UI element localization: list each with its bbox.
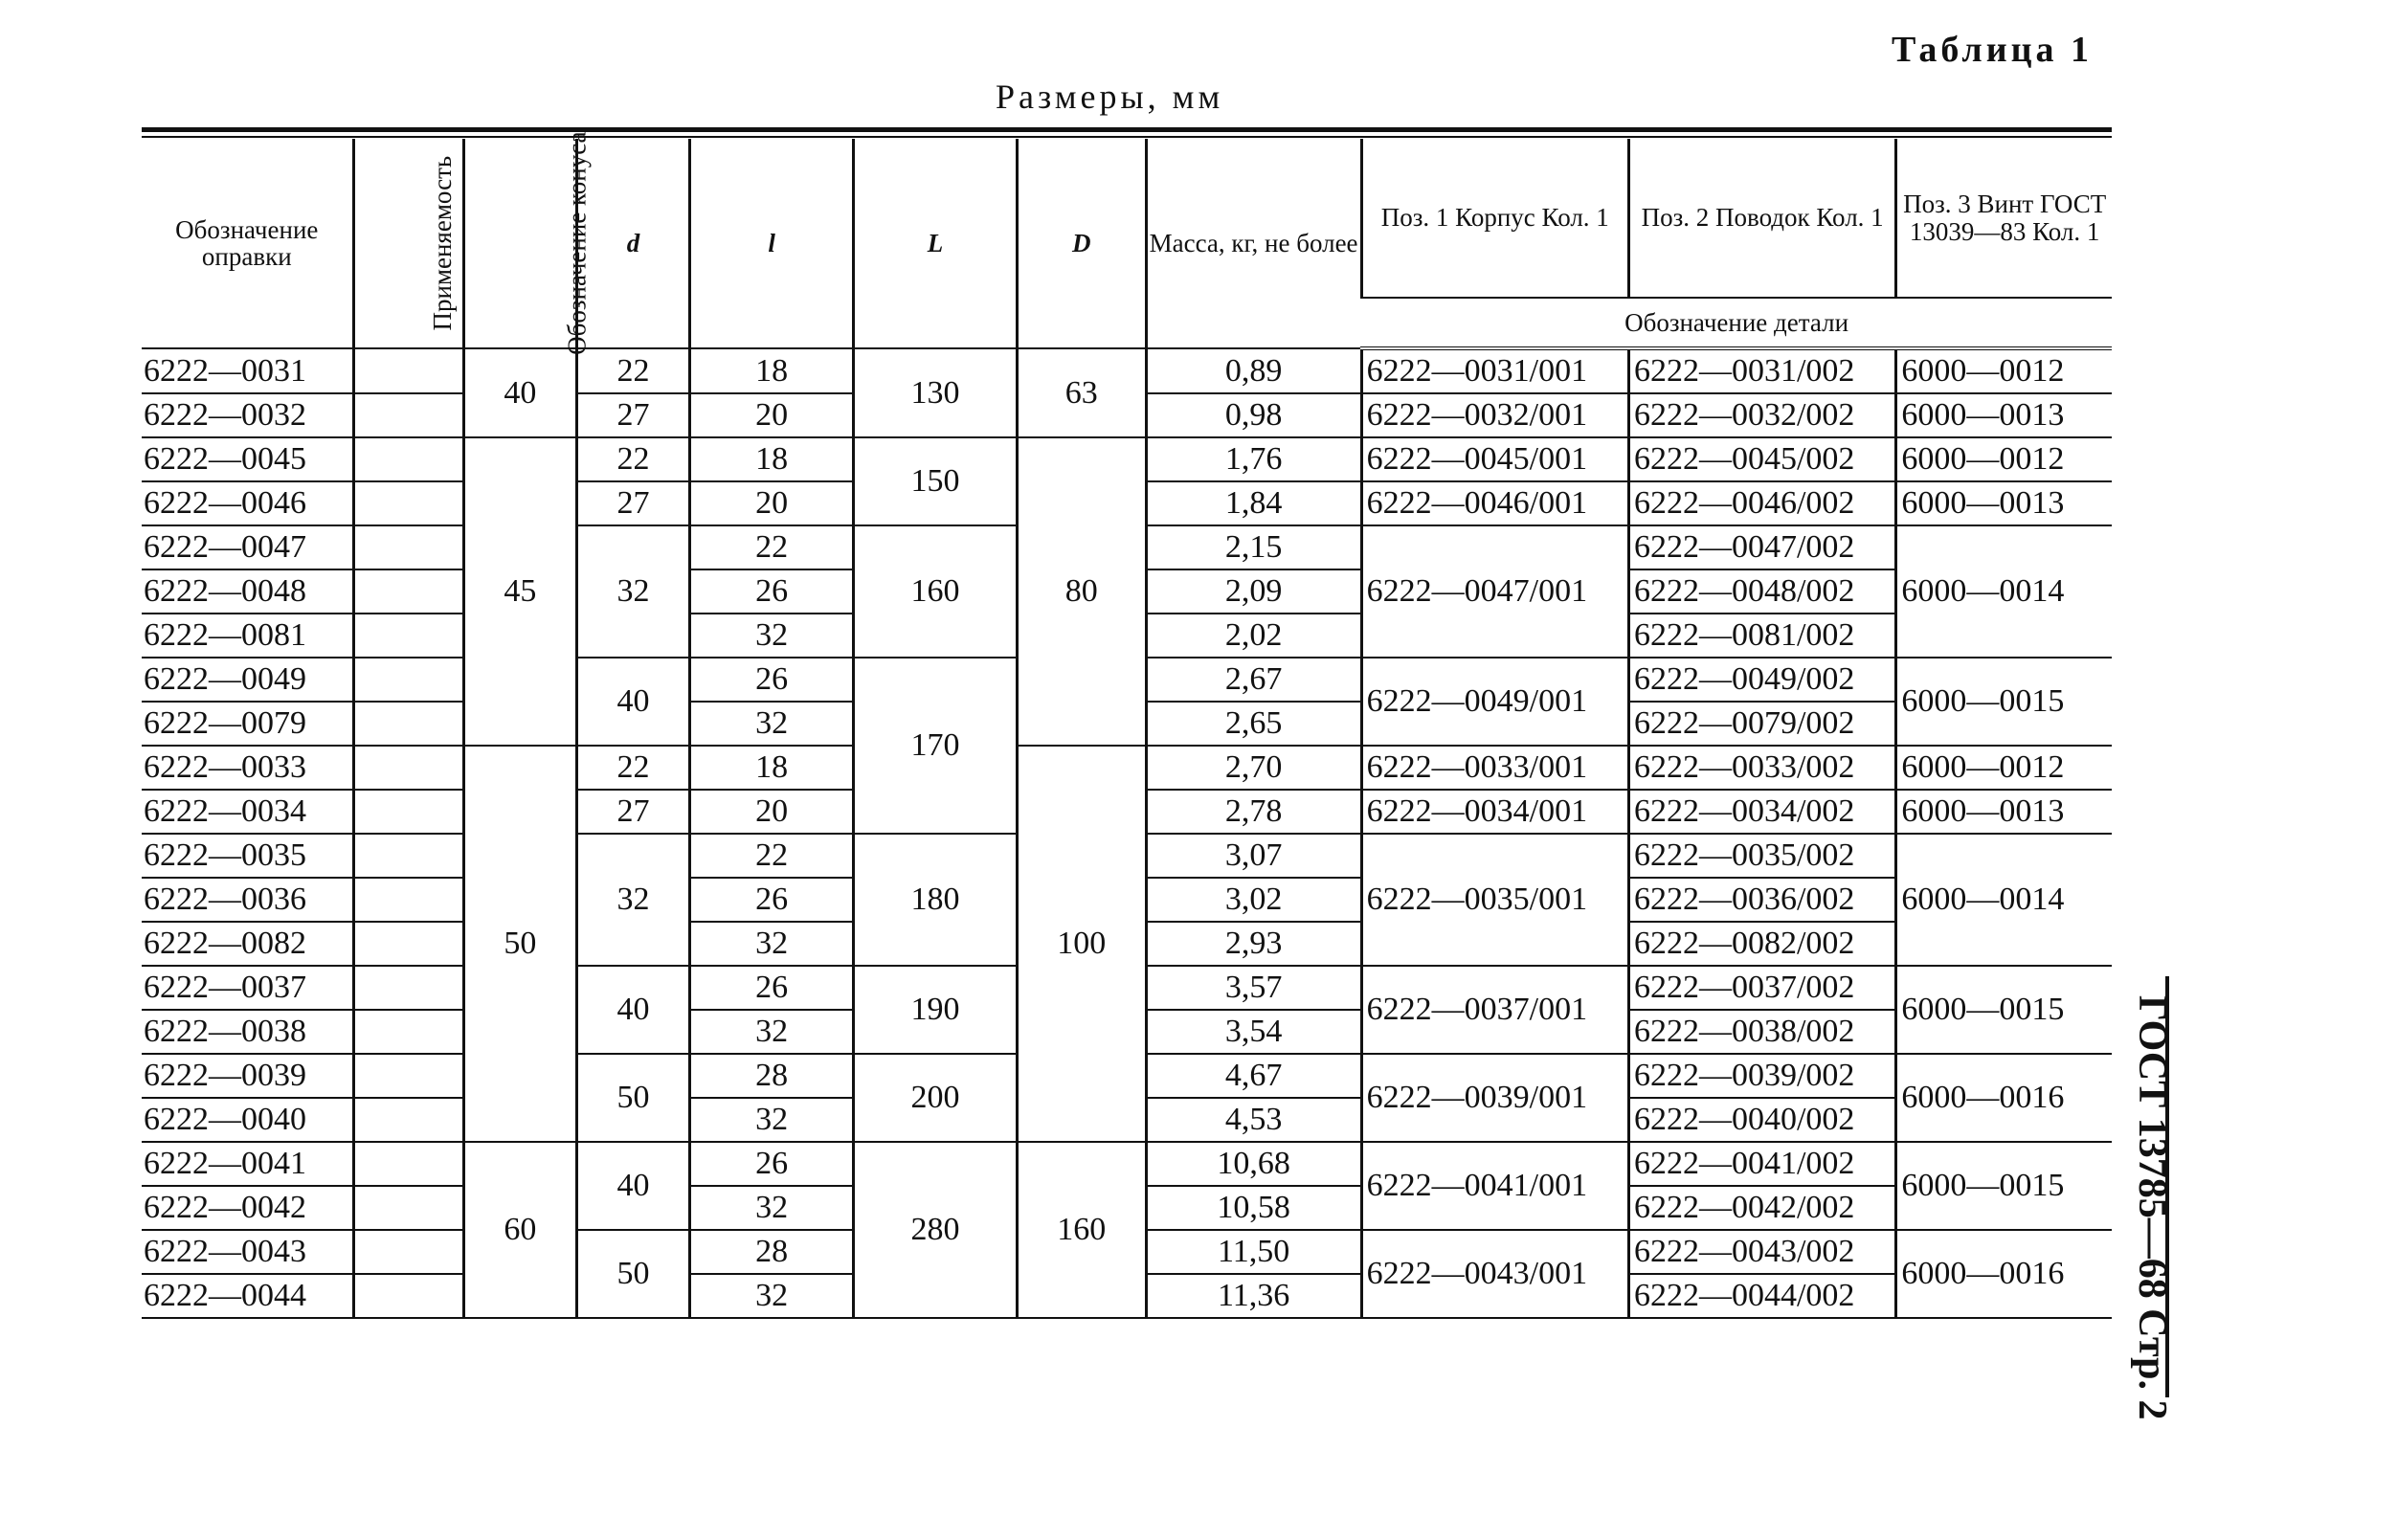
pos2-cell: 6222—0046/002 (1628, 481, 1895, 525)
table-top-rule-thin (142, 136, 2112, 138)
applicability-cell (353, 525, 464, 569)
row-code: 6222—0041 (142, 1142, 353, 1186)
pos1-cell: 6222—0035/001 (1361, 834, 1628, 966)
pos1-cell: 6222—0047/001 (1361, 525, 1628, 658)
applicability-cell (353, 614, 464, 658)
l-cell: 20 (690, 790, 854, 834)
header-D: D (1017, 139, 1146, 348)
header-d: d (576, 139, 690, 348)
L-cell: 280 (854, 1142, 1018, 1318)
pos3-cell: 6000—0012 (1896, 348, 2112, 393)
l-cell: 32 (690, 1010, 854, 1054)
D-cell: 160 (1017, 1142, 1146, 1318)
l-cell: 22 (690, 525, 854, 569)
pos3-cell: 6000—0012 (1896, 437, 2112, 481)
pos1-cell: 6222—0037/001 (1361, 966, 1628, 1054)
cone-cell: 40 (464, 348, 577, 437)
L-cell: 180 (854, 834, 1018, 966)
pos3-cell: 6000—0014 (1896, 525, 2112, 658)
applicability-cell (353, 393, 464, 437)
pos2-cell: 6222—0039/002 (1628, 1054, 1895, 1098)
row-code: 6222—0048 (142, 569, 353, 614)
mass-cell: 3,57 (1146, 966, 1361, 1010)
row-code: 6222—0043 (142, 1230, 353, 1274)
L-cell: 130 (854, 348, 1018, 437)
row-code: 6222—0082 (142, 922, 353, 966)
pos3-cell: 6000—0013 (1896, 790, 2112, 834)
applicability-cell (353, 437, 464, 481)
l-cell: 32 (690, 1186, 854, 1230)
pos2-cell: 6222—0036/002 (1628, 878, 1895, 922)
d-cell: 22 (576, 746, 690, 790)
applicability-cell (353, 746, 464, 790)
row-code: 6222—0034 (142, 790, 353, 834)
pos2-cell: 6222—0040/002 (1628, 1098, 1895, 1142)
pos3-cell: 6000—0014 (1896, 834, 2112, 966)
row-code: 6222—0040 (142, 1098, 353, 1142)
l-cell: 26 (690, 658, 854, 702)
dimensions-table (142, 131, 2112, 1319)
row-code: 6222—0032 (142, 393, 353, 437)
pos2-cell: 6222—0042/002 (1628, 1186, 1895, 1230)
row-code: 6222—0038 (142, 1010, 353, 1054)
applicability-cell (353, 1186, 464, 1230)
pos2-cell: 6222—0031/002 (1628, 348, 1895, 393)
mass-cell: 11,36 (1146, 1274, 1361, 1318)
mass-cell: 11,50 (1146, 1230, 1361, 1274)
l-cell: 26 (690, 966, 854, 1010)
applicability-cell (353, 922, 464, 966)
l-cell: 22 (690, 834, 854, 878)
D-cell: 100 (1017, 746, 1146, 1142)
row-code: 6222—0039 (142, 1054, 353, 1098)
header-applicability-text: Применяемость (427, 155, 457, 331)
d-cell: 50 (576, 1230, 690, 1318)
header-mass: Масса, кг, не более (1146, 139, 1361, 348)
mass-cell: 2,67 (1146, 658, 1361, 702)
applicability-cell (353, 1274, 464, 1318)
mass-cell: 2,09 (1146, 569, 1361, 614)
pos2-cell: 6222—0043/002 (1628, 1230, 1895, 1274)
d-cell: 40 (576, 1142, 690, 1230)
d-cell: 32 (576, 834, 690, 966)
pos2-cell: 6222—0082/002 (1628, 922, 1895, 966)
row-code: 6222—0046 (142, 481, 353, 525)
cone-cell: 50 (464, 746, 577, 1142)
row-code: 6222—0049 (142, 658, 353, 702)
d-cell: 32 (576, 525, 690, 658)
L-cell: 170 (854, 658, 1018, 834)
mass-cell: 10,68 (1146, 1142, 1361, 1186)
header-cone (464, 131, 592, 355)
row-code: 6222—0042 (142, 1186, 353, 1230)
header-part-designation: Обозначение детали (1361, 298, 2112, 348)
l-cell: 32 (690, 614, 854, 658)
header-applicability (353, 139, 464, 348)
table-number-label: Таблица 1 (1891, 30, 2093, 70)
mass-cell: 3,02 (1146, 878, 1361, 922)
mass-cell: 2,93 (1146, 922, 1361, 966)
applicability-cell (353, 702, 464, 746)
l-cell: 32 (690, 922, 854, 966)
l-cell: 32 (690, 1274, 854, 1318)
pos2-cell: 6222—0037/002 (1628, 966, 1895, 1010)
applicability-cell (353, 481, 464, 525)
applicability-cell (353, 1054, 464, 1098)
l-cell: 20 (690, 393, 854, 437)
L-cell: 160 (854, 525, 1018, 658)
d-cell: 22 (576, 437, 690, 481)
pos3-cell: 6000—0015 (1896, 658, 2112, 746)
pos2-cell: 6222—0048/002 (1628, 569, 1895, 614)
applicability-cell (353, 1230, 464, 1274)
pos3-cell: 6000—0015 (1896, 966, 2112, 1054)
applicability-cell (353, 878, 464, 922)
mass-cell: 3,54 (1146, 1010, 1361, 1054)
pos2-cell: 6222—0049/002 (1628, 658, 1895, 702)
pos3-cell: 6000—0016 (1896, 1230, 2112, 1318)
pos2-cell: 6222—0047/002 (1628, 525, 1895, 569)
pos1-cell: 6222—0045/001 (1361, 437, 1628, 481)
L-cell: 200 (854, 1054, 1018, 1142)
row-code: 6222—0037 (142, 966, 353, 1010)
pos1-cell: 6222—0039/001 (1361, 1054, 1628, 1142)
cone-cell: 45 (464, 437, 577, 746)
l-cell: 32 (690, 1098, 854, 1142)
mass-cell: 10,58 (1146, 1186, 1361, 1230)
table-top-rule (142, 127, 2112, 132)
page-standard-label: ГОСТ 13785—68 Стр. 2 (2130, 995, 2174, 1420)
mass-cell: 2,65 (1146, 702, 1361, 746)
pos3-cell: 6000—0013 (1896, 393, 2112, 437)
row-code: 6222—0081 (142, 614, 353, 658)
l-cell: 32 (690, 702, 854, 746)
applicability-cell (353, 790, 464, 834)
d-cell: 50 (576, 1054, 690, 1142)
mass-cell: 0,98 (1146, 393, 1361, 437)
l-cell: 26 (690, 1142, 854, 1186)
l-cell: 18 (690, 437, 854, 481)
pos2-cell: 6222—0033/002 (1628, 746, 1895, 790)
pos1-cell: 6222—0049/001 (1361, 658, 1628, 746)
pos2-cell: 6222—0079/002 (1628, 702, 1895, 746)
row-code: 6222—0035 (142, 834, 353, 878)
d-cell: 27 (576, 393, 690, 437)
l-cell: 18 (690, 746, 854, 790)
row-code: 6222—0033 (142, 746, 353, 790)
pos2-cell: 6222—0044/002 (1628, 1274, 1895, 1318)
l-cell: 20 (690, 481, 854, 525)
row-code: 6222—0047 (142, 525, 353, 569)
pos2-cell: 6222—0034/002 (1628, 790, 1895, 834)
pos2-cell: 6222—0041/002 (1628, 1142, 1895, 1186)
l-cell: 26 (690, 569, 854, 614)
pos2-cell: 6222—0038/002 (1628, 1010, 1895, 1054)
pos1-cell: 6222—0043/001 (1361, 1230, 1628, 1318)
mass-cell: 3,07 (1146, 834, 1361, 878)
cone-cell: 60 (464, 1142, 577, 1318)
applicability-cell (353, 569, 464, 614)
pos1-cell: 6222—0046/001 (1361, 481, 1628, 525)
mass-cell: 0,89 (1146, 348, 1361, 393)
row-code: 6222—0031 (142, 348, 353, 393)
applicability-cell (353, 966, 464, 1010)
pos2-cell: 6222—0081/002 (1628, 614, 1895, 658)
l-cell: 28 (690, 1230, 854, 1274)
d-cell: 27 (576, 481, 690, 525)
pos1-cell: 6222—0034/001 (1361, 790, 1628, 834)
row-code: 6222—0079 (142, 702, 353, 746)
d-cell: 27 (576, 790, 690, 834)
l-cell: 18 (690, 348, 854, 393)
pos1-cell: 6222—0041/001 (1361, 1142, 1628, 1230)
header-cone-text: Обозначение конуса (562, 131, 592, 355)
header-l: l (690, 139, 854, 348)
row-code: 6222—0036 (142, 878, 353, 922)
L-cell: 190 (854, 966, 1018, 1054)
header-L: L (854, 139, 1018, 348)
pos1-cell: 6222—0031/001 (1361, 348, 1628, 393)
L-cell: 150 (854, 437, 1018, 525)
applicability-cell (353, 1010, 464, 1054)
pos3-cell: 6000—0013 (1896, 481, 2112, 525)
l-cell: 26 (690, 878, 854, 922)
l-cell: 28 (690, 1054, 854, 1098)
row-code: 6222—0044 (142, 1274, 353, 1318)
applicability-cell (353, 658, 464, 702)
pos3-cell: 6000—0016 (1896, 1054, 2112, 1142)
mass-cell: 4,53 (1146, 1098, 1361, 1142)
pos2-cell: 6222—0032/002 (1628, 393, 1895, 437)
header-designation: Обозначение оправки (142, 139, 353, 348)
d-cell: 40 (576, 966, 690, 1054)
header-pos1: Поз. 1 Корпус Кол. 1 (1361, 139, 1628, 298)
mass-cell: 2,70 (1146, 746, 1361, 790)
pos2-cell: 6222—0035/002 (1628, 834, 1895, 878)
header-pos2: Поз. 2 Поводок Кол. 1 (1628, 139, 1895, 298)
applicability-cell (353, 1098, 464, 1142)
mass-cell: 1,76 (1146, 437, 1361, 481)
d-cell: 22 (576, 348, 690, 393)
mass-cell: 1,84 (1146, 481, 1361, 525)
header-pos3: Поз. 3 Винт ГОСТ 13039—83 Кол. 1 (1896, 139, 2112, 298)
mass-cell: 2,02 (1146, 614, 1361, 658)
mass-cell: 2,78 (1146, 790, 1361, 834)
D-cell: 80 (1017, 437, 1146, 746)
table-caption: Размеры, мм (996, 78, 1224, 116)
pos3-cell: 6000—0012 (1896, 746, 2112, 790)
mass-cell: 2,15 (1146, 525, 1361, 569)
pos3-cell: 6000—0015 (1896, 1142, 2112, 1230)
mass-cell: 4,67 (1146, 1054, 1361, 1098)
row-code: 6222—0045 (142, 437, 353, 481)
pos2-cell: 6222—0045/002 (1628, 437, 1895, 481)
applicability-cell (353, 834, 464, 878)
D-cell: 63 (1017, 348, 1146, 437)
pos1-cell: 6222—0032/001 (1361, 393, 1628, 437)
d-cell: 40 (576, 658, 690, 746)
pos1-cell: 6222—0033/001 (1361, 746, 1628, 790)
applicability-cell (353, 348, 464, 393)
applicability-cell (353, 1142, 464, 1186)
